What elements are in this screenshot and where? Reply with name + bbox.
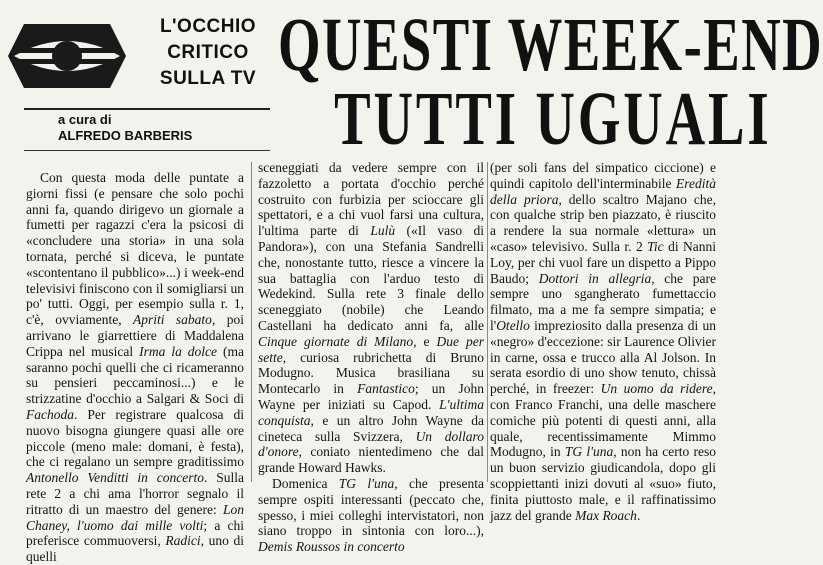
text-run: Con questa moda delle puntate a giorni fissi (e pensare che solo pochi anni fa, quando dirigevo un giornale a fumetti per ragazzi c'era la psicosi di «concludere una storia» in una sola tornata, perché si diceva, le puntate «scontentano il pubblico»...) i week-end televisivi finiscono con il somigliarsi un po' tutti. Oggi, per esempio sulla r. 1, c'è, ovviamente, xyxy=(26,170,244,328)
text-run: , curiosa rubrichetta di Bruno Modugno. Musica brasiliana su Montecarlo in xyxy=(258,349,484,397)
article-column-1 xyxy=(26,170,244,565)
text-run: , con Franco Franchi, una delle maschere comiche più potenti di questi anni, alla quale, recentissimamente Mimmo Modugno, in xyxy=(490,381,716,460)
text-run: ; a chi preferisce commuoversi, xyxy=(26,517,244,549)
text-run: di Nanni Loy, per chi vuol fare un dispetto a Pippo Baudo; xyxy=(490,238,716,286)
italic-title: L'ultima conquista xyxy=(258,396,484,428)
text-run: . Sulla rete 2 a chi ama l'horror segnalo il ritratto di un maestro del genere: xyxy=(26,470,244,517)
italic-title: Un dollaro d'onore xyxy=(258,428,484,460)
italic-title: Demis Roussos in concerto xyxy=(258,539,405,555)
byline xyxy=(58,112,192,144)
italic-title: Tic xyxy=(647,238,664,254)
column-logo xyxy=(6,6,276,106)
header-rule xyxy=(24,108,270,110)
column-rubric xyxy=(138,14,278,92)
text-run: Domenica xyxy=(272,475,339,491)
rubric-line-2: CRITICO xyxy=(167,42,249,63)
italic-title: Un uomo da ridere xyxy=(600,381,713,397)
text-run: . Per registrare qualcosa di nuovo bisogna giungere quasi alle ore piccole (meno male: domani, è festa), che ci regalano un sempre graditissimo xyxy=(26,406,244,470)
text-run: ; un John Wayne per iniziati su Capod. xyxy=(258,381,484,412)
italic-title: Dottori in allegria xyxy=(538,270,652,286)
text-run: , coniato nientedimeno che dal grande Howard Hawks. xyxy=(258,444,484,476)
italic-title: Antonello Venditti in concerto xyxy=(26,470,205,486)
column-3-text xyxy=(490,160,716,523)
italic-title: Otello xyxy=(496,317,530,333)
text-run: . xyxy=(636,507,641,523)
text-run: , uno di quelli xyxy=(26,533,244,565)
text-run: , che presenta sempre ospiti interessanti (peccato che, spesso, i miei colleghi intervistatori, non siano troppo in sintonia con loro...), xyxy=(258,475,484,539)
italic-title: Lon Chaney, l'uomo dai mille volti xyxy=(26,501,244,533)
rubric-line-1: L'OCCHIO xyxy=(159,16,257,37)
byline-rule xyxy=(24,150,270,151)
headline xyxy=(278,3,823,161)
text-run: , che pare sempre uno sgangherato fumettaccio filmato, ma a me fa sempre simpatia; e l' xyxy=(490,270,716,333)
italic-title: Irma la dolce xyxy=(139,343,218,359)
italic-title: Apriti sabato xyxy=(133,312,212,328)
italic-title: Eredità della priora xyxy=(490,175,716,207)
italic-title: Cinque giornate di Milano xyxy=(258,333,414,349)
text-run: , poi arrivano le giarrettiere di Maddalena Crippa nel musical xyxy=(26,312,244,359)
italic-title: Radici xyxy=(165,533,201,549)
article-column-3 xyxy=(490,160,716,523)
column-1-text xyxy=(26,170,244,565)
text-run: , e un altro John Wayne da cineteca sulla Svizzera, xyxy=(258,412,484,444)
italic-title: Fachoda xyxy=(26,406,74,422)
italic-title: Fantastico xyxy=(357,381,415,397)
column-divider xyxy=(487,162,488,482)
column-2-text xyxy=(258,160,484,555)
byline-prefix: a cura di xyxy=(58,112,112,127)
italic-title: TG l'una xyxy=(338,475,395,491)
text-run: (ma saranno pochi quelli che ci ricameranno su pensieri peccaminosi...) e le strizzatine d'occhio a Salgari & Soci di xyxy=(26,343,244,407)
text-run: , non ha certo reso un buon servizio giudicandola, dopo gli scoppiettanti inizi dovuti al «suo» fiuto, finita piuttosto male, e il raffinatissimo jazz del grande xyxy=(490,444,716,523)
text-run: , dello scaltro Majano che, con qualche strip ben piazzato, è riuscito a rendere la sua normale «lettura» un «caso» televisivo. Sulla r. 2 xyxy=(490,191,716,254)
text-run: («Il vaso di Pandora»), con una Stefania Sandrelli che, nonostante tutto, riesce a vincere la sua battaglia con l'arduo testo di Wedekind. Sulla rete 3 finale dello sceneggiato (nobile) che Leando Castellani ha dedicato anni fa, alle xyxy=(258,223,484,333)
italic-title: Lulù xyxy=(370,223,396,239)
headline-line-1: QUESTI WEEK-END xyxy=(278,3,823,87)
italic-title: Due per sette xyxy=(258,333,484,365)
italic-title: TG l'una xyxy=(564,444,614,460)
column-divider xyxy=(251,162,252,482)
article-column-2 xyxy=(258,160,484,555)
byline-author: ALFREDO BARBERIS xyxy=(58,128,193,143)
headline-line-2: TUTTI UGUALI xyxy=(334,77,772,161)
eye-logo-icon xyxy=(6,18,128,94)
italic-title: Max Roach xyxy=(575,507,637,523)
text-run: impreziosito dalla presenza di un «negro» d'eccezione: sir Laurence Olivier in carne, ossa e trucco alla Al Jolson. In serata esordio di uno show tenuto, chissà perché, in freezer: xyxy=(490,317,716,397)
text-run: (per soli fans del simpatico ciccione) e quindi capitolo dell'interminabile xyxy=(490,160,716,191)
text-run: , e xyxy=(413,333,437,349)
rubric-line-3: SULLA TV xyxy=(159,68,257,89)
text-run: sceneggiati da vedere sempre con il fazzoletto a portata d'occhio perché costruito con furbizia per scioccare gli spettatori, e a chi vuol farsi una cultura, l'ultima parte di xyxy=(258,160,484,239)
